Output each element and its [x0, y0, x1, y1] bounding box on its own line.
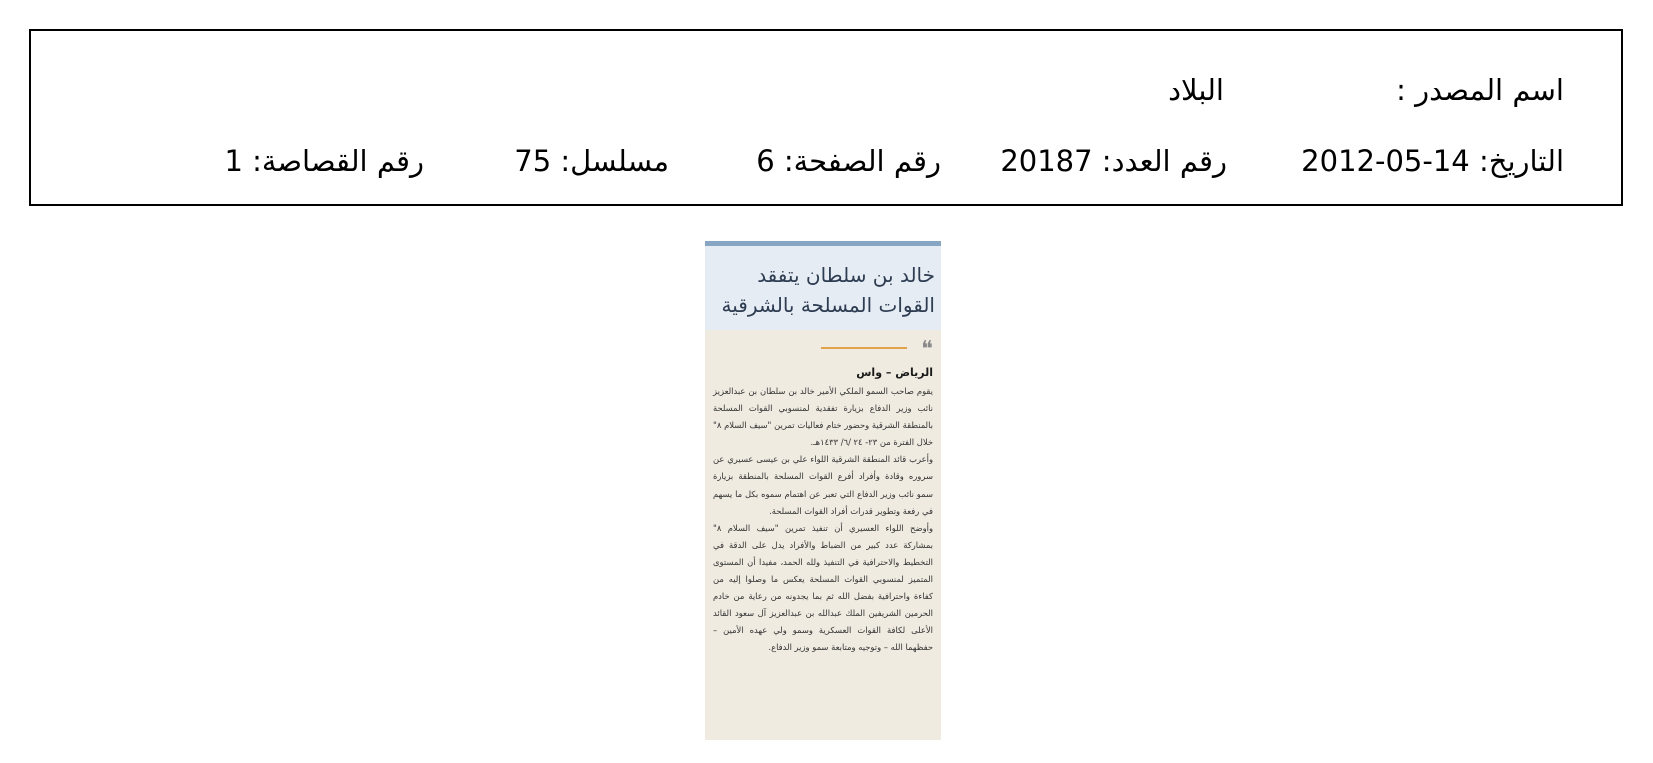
article-headline [709, 260, 935, 320]
date-field: التاريخ: 14-05-2012 [1301, 144, 1564, 178]
article-paragraph-2: وأعرب قائد المنطقة الشرقية اللواء علي بن عيسى عسيري عن سروره وقادة وأفراد أفرع القوات المسلحة بالمنطقة بزيارة سمو نائب وزير الدفاع التي تعبر عن اهتمام سموه بكل ما يسهم في رفعة وتطوير قدرات أفراد القوات المسلحة. [713, 454, 933, 516]
article-body [713, 383, 933, 657]
serial-field: مسلسل: 75 [514, 144, 669, 178]
source-name: البلاد [1168, 73, 1224, 107]
newspaper-clipping [705, 241, 941, 740]
article-byline: الرياض – واس [856, 366, 933, 379]
article-paragraph-3: وأوضح اللواء العسيري أن تنفيذ تمرين "سيف السلام ٨" بمشاركة عدد كبير من الضباط والأفراد يدل على الدقة في التخطيط والاحترافية في التنفيذ ولله الحمد، مفيدا أن المستوى المتميز لمنسوبي القوات المسلحة يعكس ما وصلوا إليه من كفاءة واحترافية بفضل الله ثم بما يجدونه من رعاية من خادم الحرمين الشريفين الملك عبدالله بن عبدالعزيز آل سعود القائد الأعلى لكافة القوات العسكرية وسمو ولي عهده الأمين –حفظهما الله – وتوجيه ومتابعة سمو وزير الدفاع. [713, 522, 933, 653]
page-number-field: رقم الصفحة: 6 [756, 144, 941, 178]
article-paragraph-1: يقوم صاحب السمو الملكي الأمير خالد بن سلطان بن عبدالعزيز نائب وزير الدفاع بزيارة تفقدية لمنسوبي القوات المسلحة بالمنطقة الشرقية وحضور ختام فعاليات تمرين "سيف السلام ٨" خلال الفترة من ٢٣- ٢٤ /٦/ ١٤٣٣هـ. [713, 386, 933, 448]
quote-icon: ❝ [921, 337, 933, 362]
accent-rule [821, 347, 907, 349]
headline-line-1: خالد بن سلطان يتفقد [757, 263, 935, 287]
clip-headline-band [705, 246, 941, 330]
clip-metadata-box [29, 29, 1623, 206]
headline-line-2: القوات المسلحة بالشرقية [721, 293, 935, 317]
issue-number-field: رقم العدد: 20187 [1000, 144, 1227, 178]
source-label: اسم المصدر : [1396, 73, 1564, 107]
clip-number-field: رقم القصاصة: 1 [224, 144, 424, 178]
